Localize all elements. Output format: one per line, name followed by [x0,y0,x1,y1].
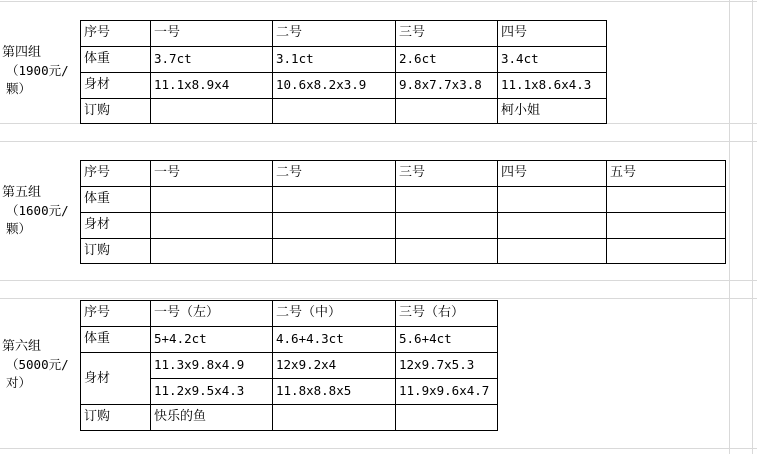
table-cell[interactable]: 3.1ct [272,46,396,73]
table-cell[interactable]: 快乐的鱼 [150,404,273,431]
table-cell[interactable]: 11.9x9.6x4.7 [395,378,498,405]
table-cell[interactable] [150,186,273,213]
row-header-weight[interactable]: 体重 [80,326,151,353]
table-cell[interactable]: 3.4ct [497,46,607,73]
table-cell[interactable] [395,186,498,213]
table-cell[interactable]: 三号（右） [395,300,498,327]
table-cell[interactable]: 一号 [150,20,273,47]
table-cell[interactable] [395,238,498,264]
table-cell[interactable]: 四号 [497,160,607,187]
group-label-title: 第六组 [2,339,42,354]
table-cell[interactable] [606,212,726,239]
table-cell[interactable]: 5+4.2ct [150,326,273,353]
group-label-unit: 颗） [6,221,32,236]
table-cell[interactable]: 9.8x7.7x3.8 [395,72,498,99]
table-cell[interactable] [395,404,498,431]
table-cell[interactable] [272,186,396,213]
table-cell[interactable]: 11.1x8.9x4 [150,72,273,99]
table-cell[interactable]: 四号 [497,20,607,47]
row-header-weight[interactable]: 体重 [80,46,151,73]
table-cell[interactable]: 12x9.7x5.3 [395,352,498,379]
table-cell[interactable]: 二号 [272,20,396,47]
table-cell[interactable] [150,238,273,264]
table-cell[interactable] [272,238,396,264]
table-cell[interactable]: 三号 [395,160,498,187]
table-cell[interactable]: 柯小姐 [497,98,607,124]
table-cell[interactable] [272,212,396,239]
table-cell[interactable]: 11.8x8.8x5 [272,378,396,405]
row-header-seq[interactable]: 序号 [80,160,151,187]
row-header-weight[interactable]: 体重 [80,186,151,213]
group-label-title: 第四组 [2,45,42,60]
table-cell[interactable] [150,98,273,124]
table-cell[interactable]: 11.2x9.5x4.3 [150,378,273,405]
table-cell[interactable]: 一号（左） [150,300,273,327]
table-cell[interactable] [395,98,498,124]
table-cell[interactable]: 10.6x8.2x3.9 [272,72,396,99]
table-cell[interactable]: 五号 [606,160,726,187]
row-header-seq[interactable]: 序号 [80,20,151,47]
table-cell[interactable]: 2.6ct [395,46,498,73]
row-header-size[interactable]: 身材 [80,72,151,99]
table-cell[interactable]: 二号 [272,160,396,187]
table-cell[interactable]: 一号 [150,160,273,187]
table-cell[interactable] [497,186,607,213]
table-cell[interactable]: 11.1x8.6x4.3 [497,72,607,99]
table-cell[interactable]: 3.7ct [150,46,273,73]
table-cell[interactable]: 11.3x9.8x4.9 [150,352,273,379]
row-header-order[interactable]: 订购 [80,238,151,264]
table-cell[interactable] [606,186,726,213]
group-6-label [2,338,69,392]
table-cell[interactable] [497,238,607,264]
group-4-label [2,44,69,98]
row-header-size[interactable]: 身材 [80,352,151,405]
group-label-price: （5000元/ [6,357,69,372]
table-cell[interactable] [150,212,273,239]
group-label-price: （1600元/ [6,203,69,218]
table-cell[interactable] [395,212,498,239]
table-cell[interactable]: 二号（中） [272,300,396,327]
table-cell[interactable]: 5.6+4ct [395,326,498,353]
table-cell[interactable]: 三号 [395,20,498,47]
table-cell[interactable]: 12x9.2x4 [272,352,396,379]
table-cell[interactable] [606,238,726,264]
row-header-order[interactable]: 订购 [80,98,151,124]
table-cell[interactable] [497,212,607,239]
group-5-label [2,184,69,238]
group-label-unit: 颗） [6,81,32,96]
row-header-size[interactable]: 身材 [80,212,151,239]
group-label-title: 第五组 [2,185,42,200]
table-cell[interactable]: 4.6+4.3ct [272,326,396,353]
row-header-order[interactable]: 订购 [80,404,151,431]
group-label-unit: 对） [6,375,32,390]
table-cell[interactable] [272,98,396,124]
row-header-seq[interactable]: 序号 [80,300,151,327]
group-label-price: （1900元/ [6,63,69,78]
table-cell[interactable] [272,404,396,431]
